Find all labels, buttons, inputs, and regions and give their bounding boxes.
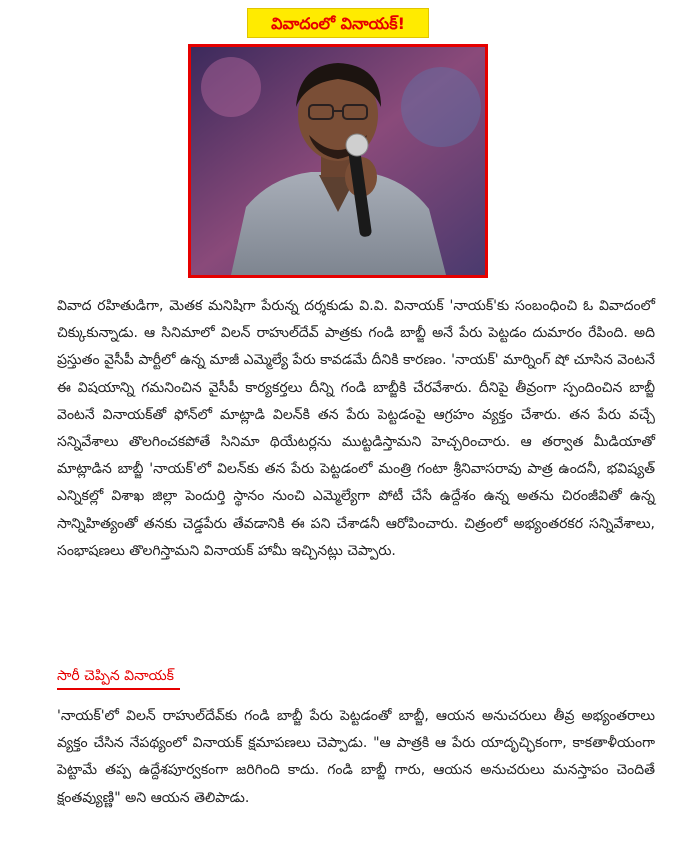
article-title: వివాదంలో వినాయక్! — [247, 8, 429, 38]
article-paragraph-1: వివాద రహితుడిగా, మెతక మనిషిగా పేరున్న దర్శకుడు వి.వి. వినాయక్ 'నాయక్'కు సంబంధించి ఓ వివాదంలో చిక్కుకున్నాడు. ఆ సినిమాలో విలన్ రాహుల్‌దేవ్ పాత్రకు గండి బాబ్జీ అనే పేరు పెట్టడం దుమారం రేపింది. అది ప్రస్తుతం వైసీపీ పార్టీలో ఉన్న మాజీ ఎమ్మెల్యే పేరు కావడమే దీనికి కారణం. 'నాయక్' మార్నింగ్ షో చూసిన వెంటనే ఈ విషయాన్ని గమనించిన వైసీపీ కార్యకర్తలు దీన్ని గండి బాబ్జీకి చేరవేశారు. దీనిపై తీవ్రంగా స్పందించిన బాబ్జీ వెంటనే వినాయక్‌తో ఫోన్‌లో మాట్లాడి విలన్‌కి తన పేరు పెట్టడంపై ఆగ్రహం వ్యక్తం చేశారు. తన పేరు వచ్చే సన్నివేశాలు తొలగించకపోతే సినిమా థియేటర్లను ముట్టడిస్తామని హెచ్చరించారు. ఆ తర్వాత మీడియాతో మాట్లాడిన బాబ్జీ 'నాయక్'లో విలన్‌కు తన పేరు పెట్టడంలో మంత్రి గంటా శ్రీనివాసరావు పాత్ర ఉందనీ, భవిష్యత్ ఎన్నికల్లో విశాఖ జిల్లా పెందుర్తి స్థానం నుంచి ఎమ్మెల్యేగా పోటీ చేసే ఉద్దేశం ఉన్న అతను చిరంజీవితో ఉన్న సాన్నిహిత్యంతో తనకు చెడ్డపేరు తేవడానికి ఈ పని చేశాడనీ ఆరోపించారు. చిత్రంలో అభ్యంతరకర సన్నివేశాలు, సంభాషణలు తొలగిస్తామని వినాయక్ హామీ ఇచ్చినట్లు చెప్పారు. — [57, 298, 655, 559]
director-portrait-image — [191, 47, 485, 275]
article-subheading: సారీ చెప్పిన వినాయక్ — [57, 664, 180, 690]
article-paragraph-2: 'నాయక్'లో విలన్ రాహుల్‌దేవ్‌కు గండి బాబ్జీ పేరు పెట్టడంతో బాబ్జీ, ఆయన అనుచరులు తీవ్ర అభ్యంతరాలు వ్యక్తం చేసిన నేపథ్యంలో వినాయక్ క్షమాపణలు చెప్పాడు. "ఆ పాత్రకి ఆ పేరు యాదృచ్ఛికంగా, కాకతాళీయంగా పెట్టామే తప్ప ఉద్దేశపూర్వకంగా జరిగింది కాదు. గండి బాబ్జీ గారు, ఆయన అనుచరులు మనస్తాపం చెందితే క్షంతవ్యుణ్ణి" అని ఆయన తెలిపాడు. — [57, 708, 655, 806]
article-photo — [188, 44, 488, 278]
